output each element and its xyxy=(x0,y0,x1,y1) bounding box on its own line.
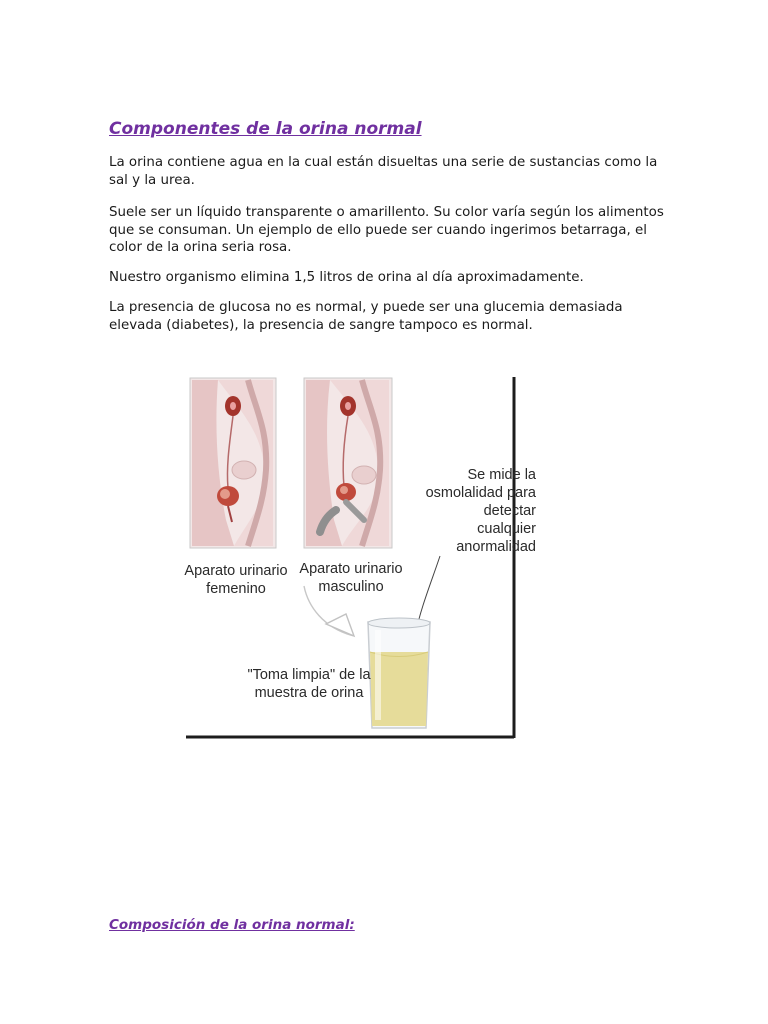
paragraph-volume: Nuestro organismo elimina 1,5 litros de orina al día aproximadamente. xyxy=(109,270,584,285)
urinary-system-figure xyxy=(178,370,548,742)
female-anatomy-illustration xyxy=(190,378,276,548)
paragraph-glucose: La presencia de glucosa no es normal, y puede ser una glucemia demasiada elevada (diabetes), la presencia de sangre tampoco es normal. xyxy=(109,300,623,333)
label-sample: "Toma limpia" de la muestra de orina xyxy=(247,667,371,701)
male-anatomy-illustration xyxy=(304,378,392,548)
page-title: Componentes de la orina normal xyxy=(109,119,422,139)
label-female: Aparato urinario femenino xyxy=(184,563,288,597)
label-osmolality: Se mide la osmolalidad para detectar cualquier anormalidad xyxy=(425,467,536,555)
label-male: Aparato urinario masculino xyxy=(299,561,403,595)
paragraph-composition: La orina contiene agua en la cual están disueltas una serie de sustancias como la sal y la urea. xyxy=(109,155,658,188)
paragraph-color: Suele ser un líquido transparente o amarillento. Su color varía según los alimentos que se consuman. Un ejemplo de ello puede ser cuando ingerimos betarraga, el color de la orina seria rosa. xyxy=(109,205,664,255)
section-subheading: Composición de la orina normal: xyxy=(109,917,355,933)
